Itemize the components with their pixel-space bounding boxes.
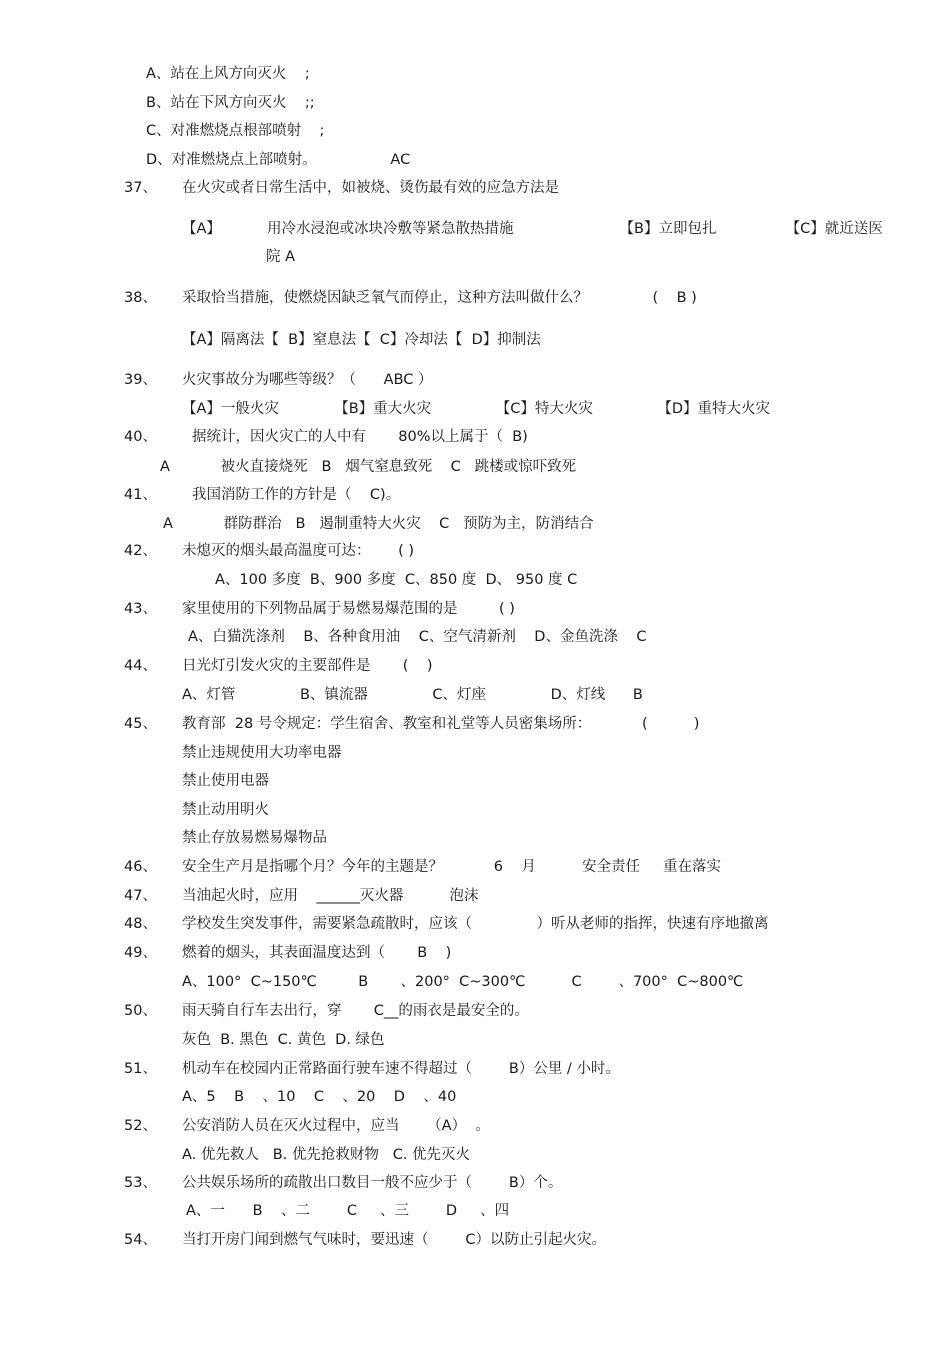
question-text: 学校发生突发事件，需要紧急疏散时，应该（ ）听从老师的指挥，快速有序地撤离 bbox=[182, 916, 769, 932]
question-text: 据统计，因火灾亡的人中有 80%以上属于（ B) bbox=[192, 429, 528, 445]
question-number: 48、 bbox=[124, 916, 157, 932]
question-number: 37、 bbox=[124, 180, 157, 196]
question-text: 当打开房门闻到燃气气味时，要迅速（ C）以防止引起火灾。 bbox=[182, 1232, 606, 1248]
question-text: 日光灯引发火灾的主要部件是 ( ) bbox=[182, 658, 433, 674]
question-number: 50、 bbox=[124, 1003, 157, 1019]
question-text: 家里使用的下列物品属于易燃易爆范围的是 ( ) bbox=[182, 601, 515, 617]
question-number: 40、 bbox=[124, 429, 157, 445]
question-text: 教育部 28 号令规定：学生宿舍、教室和礼堂等人员密集场所： ( ) bbox=[182, 716, 700, 732]
option-line: D、对准燃烧点上部喷射。 AC bbox=[146, 152, 411, 168]
option-line: A 被火直接烧死 B 烟气窒息致死 C 跳楼或惊吓致死 bbox=[160, 459, 577, 475]
question-number: 46、 bbox=[124, 859, 157, 875]
option-line: 院 A bbox=[266, 249, 296, 265]
option-line: A、100° C~150℃ B 、200° C~300℃ C 、700° C~800℃ bbox=[182, 974, 744, 990]
option-line: 禁止存放易燃易爆物品 bbox=[182, 830, 327, 846]
question-number: 44、 bbox=[124, 658, 157, 674]
option-line: 【A】隔离法【 B】窒息法【 C】冷却法【 D】抑制法 bbox=[182, 332, 541, 348]
question-number: 41、 bbox=[124, 487, 157, 503]
question-number: 53、 bbox=[124, 1175, 157, 1191]
question-number: 39、 bbox=[124, 372, 157, 388]
option-line: A、站在上风方向灭火 ; bbox=[146, 66, 310, 82]
option-line: A、白猫洗涤剂 B、各种食用油 C、空气清新剂 D、金鱼洗涤 C bbox=[188, 629, 647, 645]
question-number: 38、 bbox=[124, 290, 157, 306]
option-line: A、灯管 B、镇流器 C、灯座 D、灯线 B bbox=[182, 687, 643, 703]
question-text: 我国消防工作的方针是（ C)。 bbox=[192, 487, 401, 503]
question-text: 燃着的烟头，其表面温度达到（ B ) bbox=[182, 945, 452, 961]
option-line: 【A】 用冷水浸泡或冰块冷敷等紧急散热措施 【B】立即包扎 【C】就近送医 bbox=[182, 221, 883, 237]
option-line: A. 优先救人 B. 优先抢救财物 C. 优先灭火 bbox=[182, 1147, 471, 1163]
question-text: 未熄灭的烟头最高温度可达： ( ) bbox=[182, 543, 415, 559]
option-line: A、一 B 、二 C 、三 D 、四 bbox=[186, 1203, 510, 1219]
option-line: 禁止使用电器 bbox=[182, 773, 269, 789]
question-text: 在火灾或者日常生活中，如被烧、烫伤最有效的应急方法是 bbox=[182, 180, 559, 196]
option-line: A、100 多度 B、900 多度 C、850 度 D、 950 度 C bbox=[215, 572, 578, 588]
question-number: 54、 bbox=[124, 1232, 157, 1248]
option-line: A 群防群治 B 遏制重特大火灾 C 预防为主，防消结合 bbox=[163, 516, 594, 532]
question-number: 49、 bbox=[124, 945, 157, 961]
question-number: 42、 bbox=[124, 543, 157, 559]
question-text: 公共娱乐场所的疏散出口数目一般不应少于（ B）个。 bbox=[182, 1175, 563, 1191]
question-number: 52、 bbox=[124, 1118, 157, 1134]
option-line: A、5 B 、10 C 、20 D 、40 bbox=[182, 1089, 457, 1105]
question-text: 当油起火时，应用 ______灭火器 泡沫 bbox=[182, 888, 479, 904]
option-line: 禁止动用明火 bbox=[182, 802, 269, 818]
option-line: 灰色 B. 黑色 C. 黄色 D. 绿色 bbox=[182, 1032, 385, 1048]
question-number: 45、 bbox=[124, 716, 157, 732]
option-line: 禁止违规使用大功率电器 bbox=[182, 745, 342, 761]
question-text: 公安消防人员在灭火过程中，应当 （A） 。 bbox=[182, 1118, 490, 1134]
option-line: B、站在下风方向灭火 ;; bbox=[146, 95, 315, 111]
question-text: 安全生产月是指哪个月？今年的主题是？ 6 月 安全责任 重在落实 bbox=[182, 859, 721, 875]
option-line: 【A】一般火灾 【B】重大火灾 【C】特大火灾 【D】重特大火灾 bbox=[182, 401, 771, 417]
question-text: 火灾事故分为哪些等级？（ ABC ） bbox=[182, 372, 433, 388]
question-number: 47、 bbox=[124, 888, 157, 904]
question-number: 43、 bbox=[124, 601, 157, 617]
option-line: C、对准燃烧点根部喷射 ; bbox=[146, 123, 325, 139]
question-text: 采取恰当措施，使燃烧因缺乏氧气而停止，这种方法叫做什么？ ( B ) bbox=[182, 290, 697, 306]
question-text: 雨天骑自行车去出行，穿 C__的雨衣是最安全的。 bbox=[182, 1003, 529, 1019]
question-number: 51、 bbox=[124, 1061, 157, 1077]
question-text: 机动车在校园内正常路面行驶车速不得超过（ B）公里 / 小时。 bbox=[182, 1061, 620, 1077]
